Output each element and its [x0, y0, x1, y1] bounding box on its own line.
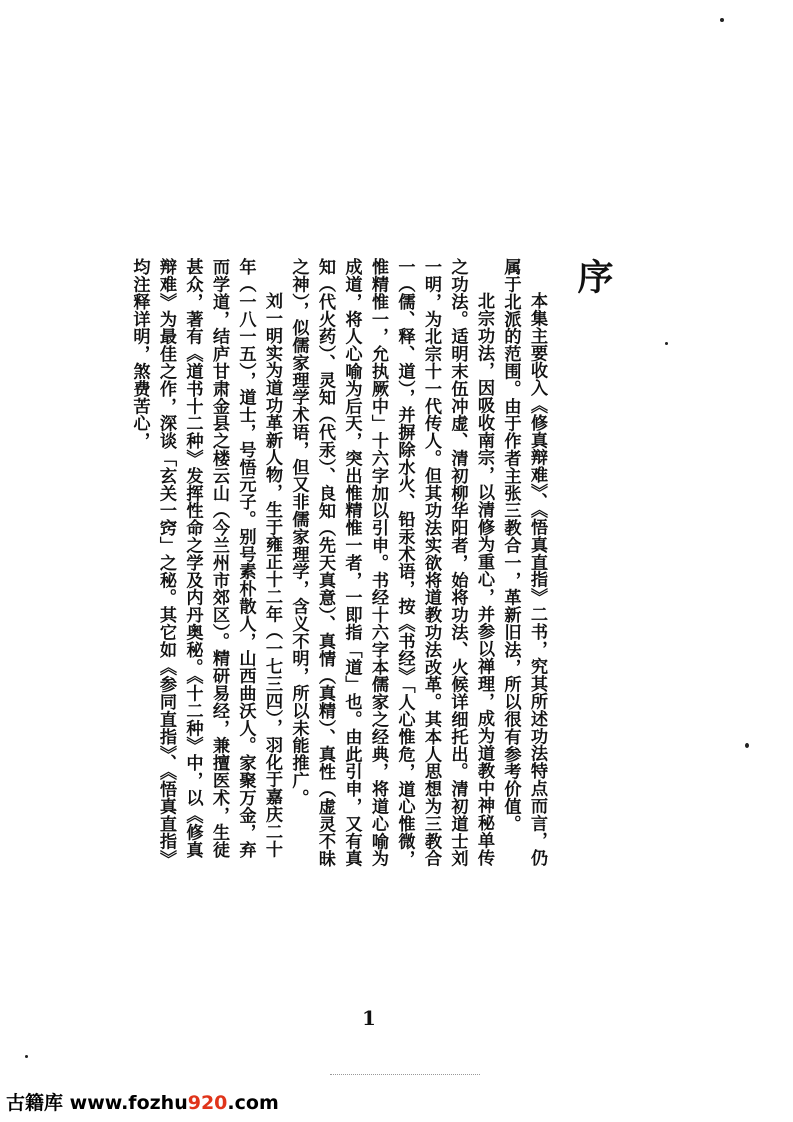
paragraph-1: 本集主要收入《修真辩难》、《悟真直指》二书，究其所述功法特点而言，仍属于北派的范围。由于作者主张三教合一，革新旧法，所以很有参考价值。 [500, 258, 547, 867]
footer-url-suffix: .com [227, 1092, 279, 1114]
footer-site-name: 古籍库 [6, 1092, 64, 1114]
scan-speck [720, 18, 724, 22]
page-title: 序 [572, 258, 614, 294]
paragraph-2: 北宗功法，因吸收南宗，以清修为重心，并参以禅理，成为道教中神秘单传之功法。适明末伍冲虚、清初柳华阳者，始将功法、火候详细托出。清初道士刘一明，为北宗十一代传人。但其功法实欲将道教功法改革。其本人思想为三教合一（儒、释、道），并摒除水火、铅汞术语，按《书经》「人心惟危，道心惟微，惟精惟一，允执厥中」十六字加以引申。书经十六字本儒家之经典，将道心喻为成道，将人心喻为后天，突出惟精惟一者，一即指「道」也。由此引申，又有真知（代火药）、灵知（代汞）、良知（先天真意）、真情（真精）、真性（虚灵不昧之神），似儒家理学术语，但又非儒家理学，含义不明，所以未能推广。 [288, 258, 494, 868]
scan-speck [665, 342, 668, 345]
body-text [129, 258, 550, 868]
scan-artifact-line [330, 1074, 480, 1077]
page-number: 1 [362, 1006, 376, 1030]
footer-url-number: 920 [187, 1092, 228, 1114]
scan-speck [25, 1055, 28, 1058]
footer-url-prefix: www.fozhu [69, 1092, 188, 1114]
paragraph-3: 刘一明实为道功革新人物，生于雍正十二年（一七三四），羽化于嘉庆二十年（一八一五），道士，号悟元子。别号素朴散人，山西曲沃人。家聚万金，弃而学道，结庐甘肃金县之楼云山（今兰州市郊区）。精研易经，兼擅医术，生徒甚众，著有《道书十二种》发挥性命之学及内丹奥秘。《十二种》中，以《修真辩难》为最佳之作，深谈「玄关一窍」之秘。其它如《参同直指》、《悟真直指》均注释详明，煞费苦心， [129, 258, 282, 868]
footer-watermark [6, 1088, 279, 1115]
scan-speck [745, 743, 749, 748]
